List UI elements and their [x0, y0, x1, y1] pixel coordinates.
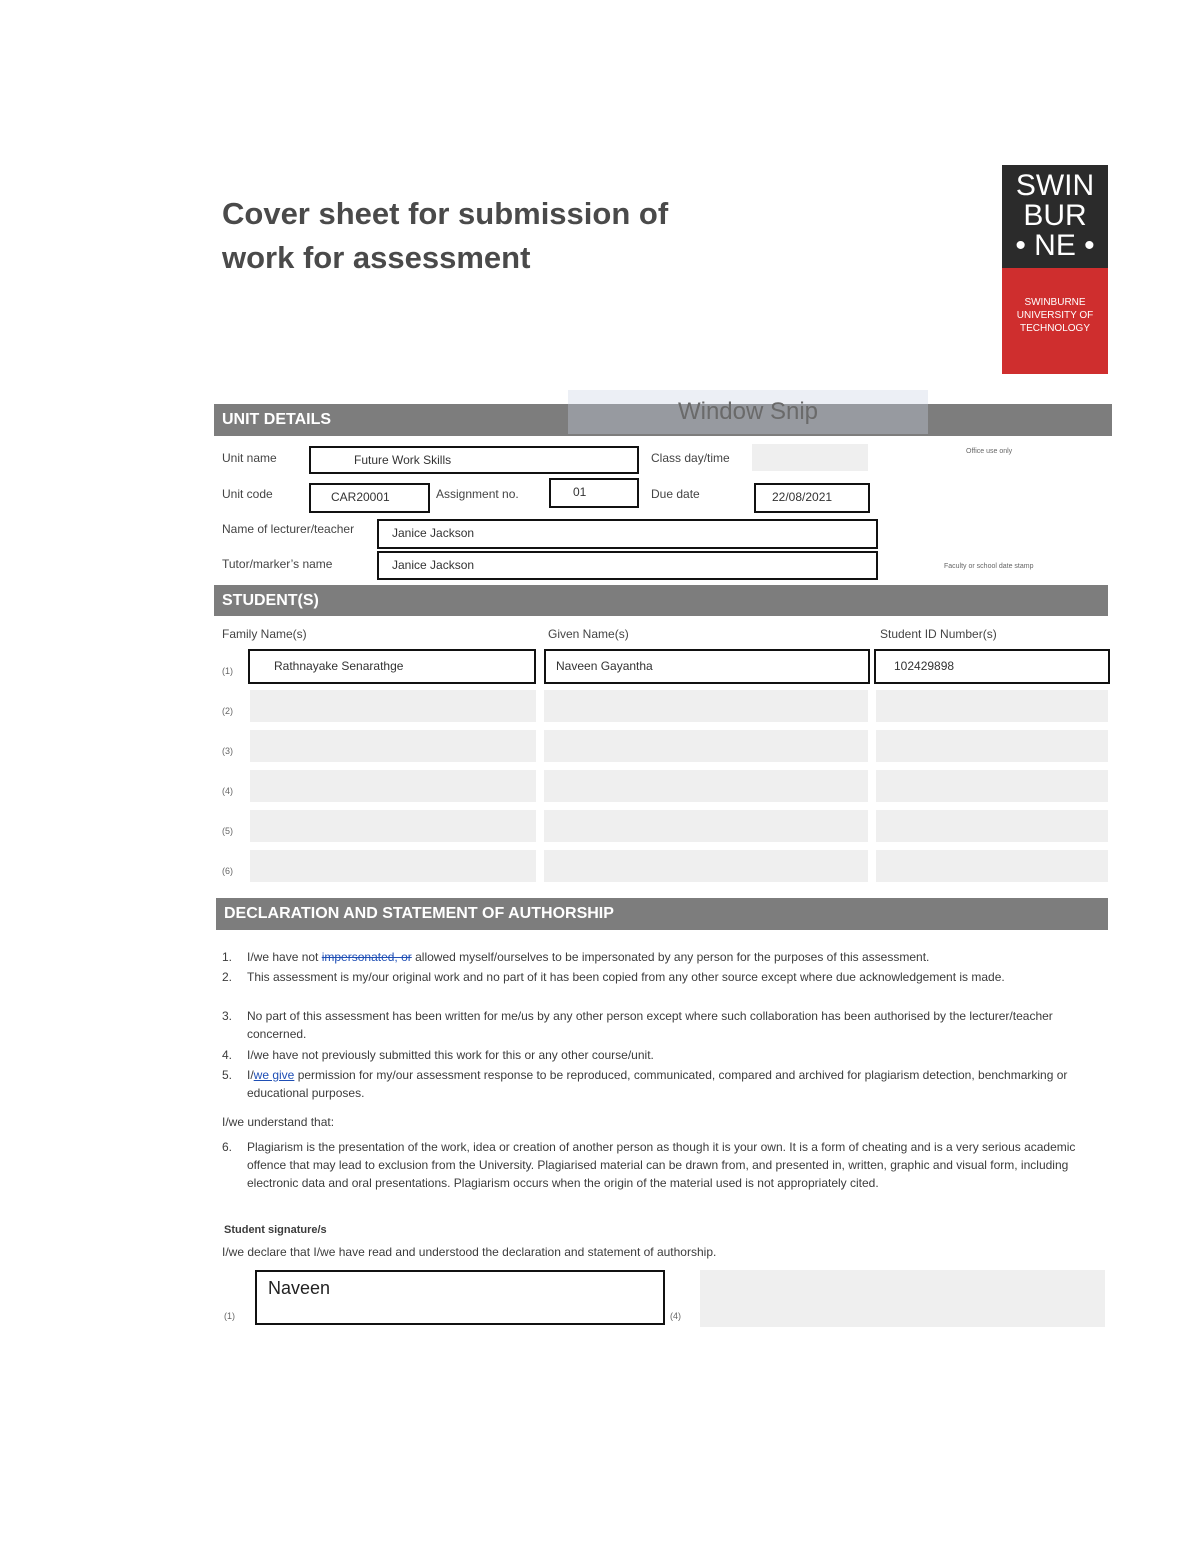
student-row-number: (3) [222, 746, 233, 756]
signature-field-4[interactable] [700, 1270, 1105, 1327]
university-logo [1002, 165, 1108, 374]
family-name-header: Family Name(s) [222, 627, 307, 641]
student-row-number: (2) [222, 706, 233, 716]
student-row-number: (6) [222, 866, 233, 876]
office-use-label: Office use only [966, 448, 1013, 455]
family-name-field[interactable] [250, 690, 536, 722]
given-name-field[interactable] [544, 690, 868, 722]
unit-code-label: Unit code [222, 487, 273, 501]
family-name-field[interactable] [250, 810, 536, 842]
tutor-label: Tutor/marker’s name [222, 557, 333, 571]
given-name-field[interactable] [544, 730, 868, 762]
logo-wordmark: SWIN BUR • NE • [1002, 165, 1108, 268]
due-date-field[interactable]: 22/08/2021 [754, 483, 870, 513]
understand-text: I/we understand that: [222, 1115, 335, 1129]
window-snip-overlay: Window Snip [568, 390, 928, 434]
signature-statement: I/we declare that I/we have read and understood the declaration and statement of authorship. [222, 1245, 717, 1259]
student-row-number: (5) [222, 826, 233, 836]
declaration-list: 1. I/we have not impersonated, or allowed myself/ourselves to be impersonated by any person for the purposes of this assessment. 2. This assessment is my/our original work and no part of it has been copied from any other source except where due acknowledgement is made. 3. No part of this assessment has been written for me/us by any other person except where such collaboration has been authorised by the lecturer/teacher concerned. 4. I/we have not previously submitted this work for this or any other course/unit. 5. I/we give permission for my/our assessment response to be reproduced, communicated, compared and archived for plagiarism detection, benchmarking or educational purposes. I/we understand that: 6. Plagiarism is the presentation of the work, idea or creation of another person as though it is your own. It is a form of cheating and is a very serious academic offence that may lead to exclusion from the University. Plagiarised material can be drawn from, and presented in, written, graphic and visual form, including electronic data and oral presentations. Plagiarism occurs when the origin of the material used is not appropriately cited. Student signature/s I/we declare that I/we have read and understood the declaration and statement of authorship. [222, 948, 1102, 1328]
signature-field-1[interactable]: Naveen [255, 1270, 665, 1325]
given-name-header: Given Name(s) [548, 627, 629, 641]
student-id-field[interactable] [876, 690, 1108, 722]
given-name-field[interactable] [544, 810, 868, 842]
student-row-number: (4) [222, 786, 233, 796]
students-heading: STUDENT(S) [214, 585, 1108, 616]
class-day-time-field[interactable] [752, 444, 868, 471]
student-id-field[interactable] [876, 730, 1108, 762]
family-name-field[interactable]: Rathnayake Senarathge [248, 649, 536, 684]
lecturer-field[interactable]: Janice Jackson [377, 519, 878, 549]
date-stamp-label: Faculty or school date stamp [944, 563, 1034, 570]
signature-number-4: (4) [670, 1311, 681, 1321]
page-title: Cover sheet for submission of work for assessment [222, 196, 669, 275]
signature-number-1: (1) [224, 1311, 235, 1321]
family-name-field[interactable] [250, 850, 536, 882]
student-id-field[interactable] [876, 770, 1108, 802]
signature-heading: Student signature/s [224, 1224, 327, 1236]
given-name-field[interactable] [544, 770, 868, 802]
unit-name-field[interactable]: Future Work Skills [309, 446, 639, 474]
student-row-number: (1) [222, 666, 233, 676]
family-name-field[interactable] [250, 730, 536, 762]
student-id-field[interactable] [876, 810, 1108, 842]
unit-details-heading: UNIT DETAILS [214, 404, 1112, 436]
assignment-no-label: Assignment no. [436, 487, 519, 501]
logo-subtitle: SWINBURNE UNIVERSITY OF TECHNOLOGY [1002, 268, 1108, 374]
unit-name-label: Unit name [222, 451, 277, 465]
declaration-heading: DECLARATION AND STATEMENT OF AUTHORSHIP [216, 898, 1108, 930]
student-id-header: Student ID Number(s) [880, 627, 997, 641]
student-id-field[interactable] [876, 850, 1108, 882]
assignment-no-field[interactable]: 01 [549, 478, 639, 508]
student-id-field[interactable]: 102429898 [874, 649, 1110, 684]
lecturer-label: Name of lecturer/teacher [222, 522, 355, 536]
due-date-label: Due date [651, 487, 700, 501]
tutor-field[interactable]: Janice Jackson [377, 551, 878, 580]
unit-code-field[interactable]: CAR20001 [309, 483, 430, 513]
family-name-field[interactable] [250, 770, 536, 802]
class-day-time-label: Class day/time [651, 451, 730, 465]
given-name-field[interactable]: Naveen Gayantha [544, 649, 870, 684]
given-name-field[interactable] [544, 850, 868, 882]
